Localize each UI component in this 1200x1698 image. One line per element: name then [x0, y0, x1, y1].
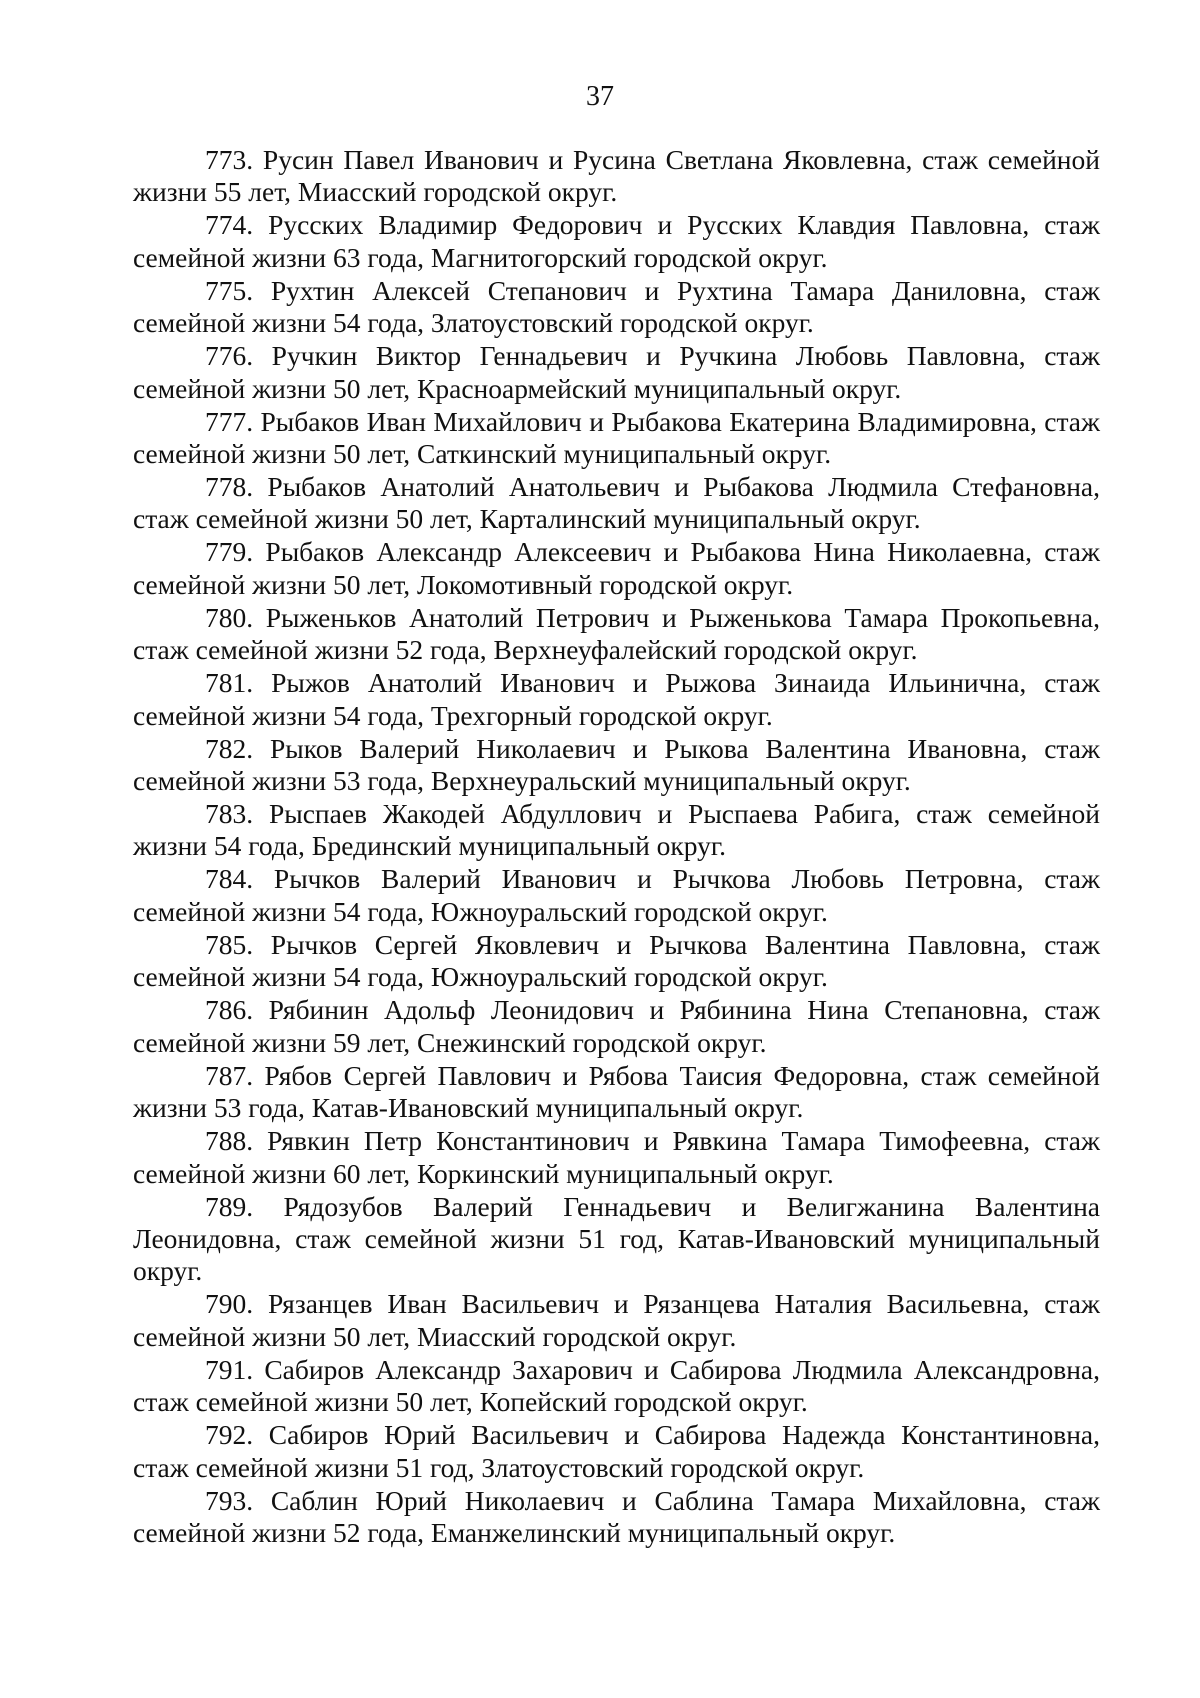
list-item: 779. Рыбаков Александр Алексеевич и Рыбакова Нина Николаевна, стаж семейной жизни 50 лет, Локомотивный городской округ.: [133, 536, 1100, 600]
list-item: 793. Саблин Юрий Николаевич и Саблина Тамара Михайловна, стаж семейной жизни 52 года, Еманжелинский муниципальный округ.: [133, 1484, 1100, 1548]
list-item: 789. Рядозубов Валерий Геннадьевич и Велигжанина Валентина Леонидовна, стаж семейной жизни 51 год, Катав-Ивановский муниципальный округ.: [133, 1190, 1100, 1287]
list-item: 782. Рыков Валерий Николаевич и Рыкова Валентина Ивановна, стаж семейной жизни 53 года, Верхнеуральский муниципальный округ.: [133, 732, 1100, 797]
list-item: 785. Рычков Сергей Яковлевич и Рычкова Валентина Павловна, стаж семейной жизни 54 года, Южноуральский городской округ.: [133, 928, 1100, 993]
list-item: 787. Рябов Сергей Павлович и Рябова Таисия Федоровна, стаж семейной жизни 53 года, Катав-Ивановский муниципальный округ.: [133, 1059, 1100, 1124]
list-item: 776. Ручкин Виктор Геннадьевич и Ручкина Любовь Павловна, стаж семейной жизни 50 лет, Красноармейский муниципальный округ.: [133, 340, 1100, 404]
list-item: 781. Рыжов Анатолий Иванович и Рыжова Зинаида Ильинична, стаж семейной жизни 54 года, Трехгорный городской округ.: [133, 667, 1100, 731]
list-item: 775. Рухтин Алексей Степанович и Рухтина Тамара Даниловна, стаж семейной жизни 54 года, Златоустовский городской округ.: [133, 274, 1100, 339]
list-item: 791. Сабиров Александр Захарович и Сабирова Людмила Александровна, стаж семейной жизни 50 лет, Копейский городской округ.: [133, 1353, 1100, 1418]
entry-list: [133, 144, 1100, 1550]
list-item: 786. Рябинин Адольф Леонидович и Рябинина Нина Степановна, стаж семейной жизни 59 лет, Снежинский городской округ.: [133, 994, 1100, 1058]
list-item: 792. Сабиров Юрий Васильевич и Сабирова Надежда Константиновна, стаж семейной жизни 51 год, Златоустовский городской округ.: [133, 1419, 1100, 1483]
list-item: 788. Рявкин Петр Константинович и Рявкина Тамара Тимофеевна, стаж семейной жизни 60 лет, Коркинский муниципальный округ.: [133, 1125, 1100, 1189]
list-item: 774. Русских Владимир Федорович и Русских Клавдия Павловна, стаж семейной жизни 63 года, Магнитогорский городской округ.: [133, 209, 1100, 273]
list-item: 790. Рязанцев Иван Васильевич и Рязанцева Наталия Васильевна, стаж семейной жизни 50 лет, Миасский городской округ.: [133, 1288, 1100, 1352]
list-item: 784. Рычков Валерий Иванович и Рычкова Любовь Петровна, стаж семейной жизни 54 года, Южноуральский городской округ.: [133, 863, 1100, 927]
list-item: 777. Рыбаков Иван Михайлович и Рыбакова Екатерина Владимировна, стаж семейной жизни 50 лет, Саткинский муниципальный округ.: [133, 405, 1100, 470]
list-item: 783. Рыспаев Жакодей Абдуллович и Рыспаева Рабига, стаж семейной жизни 54 года, Брединский муниципальный округ.: [133, 798, 1100, 862]
list-item: 778. Рыбаков Анатолий Анатольевич и Рыбакова Людмила Стефановна, стаж семейной жизни 50 лет, Карталинский муниципальный округ.: [133, 471, 1100, 535]
list-item: 773. Русин Павел Иванович и Русина Светлана Яковлевна, стаж семейной жизни 55 лет, Миасский городской округ.: [133, 144, 1100, 208]
list-item: 780. Рыженьков Анатолий Петрович и Рыженькова Тамара Прокопьевна, стаж семейной жизни 52 года, Верхнеуфалейский городской округ.: [133, 601, 1100, 666]
page-number: 37: [586, 81, 614, 112]
